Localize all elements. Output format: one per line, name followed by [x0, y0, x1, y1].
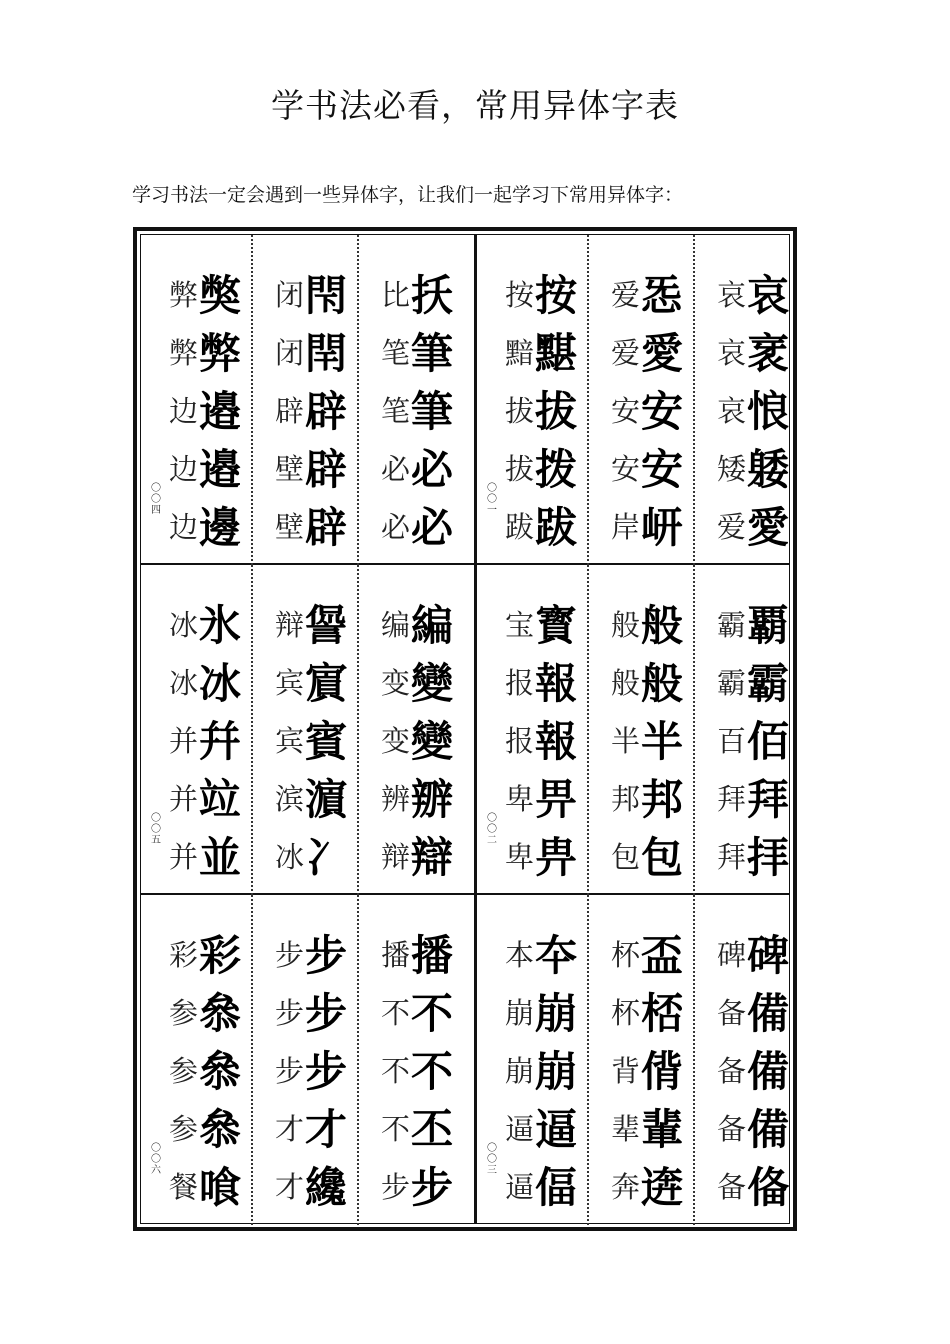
standard-character: 必	[381, 452, 411, 486]
standard-character: 杯	[611, 996, 641, 1030]
character-pair	[583, 1097, 688, 1155]
standard-character: 播	[381, 938, 411, 972]
standard-character: 步	[275, 996, 305, 1030]
character-pair	[247, 379, 352, 437]
character-pair	[247, 767, 352, 825]
variant-character: 獘	[199, 271, 242, 320]
standard-character: 包	[611, 840, 641, 874]
standard-character: 岸	[611, 510, 641, 544]
standard-character: 参	[169, 1054, 199, 1088]
character-pair	[141, 495, 246, 553]
variant-character: 寳	[535, 601, 578, 650]
standard-character: 奔	[611, 1170, 641, 1204]
variant-character: 備	[747, 1047, 790, 1096]
variant-character: 躷	[747, 445, 790, 494]
character-pair	[583, 923, 688, 981]
character-pair	[477, 1039, 582, 1097]
variant-character: 畀	[535, 775, 578, 824]
variant-character: 衺	[747, 329, 790, 378]
variant-character: 愛	[641, 329, 684, 378]
table-block	[477, 895, 807, 1225]
variant-character: 邊	[199, 503, 242, 552]
character-pair	[247, 825, 352, 883]
variant-character: 彩	[199, 931, 242, 980]
standard-character: 边	[169, 452, 199, 486]
variant-character: 步	[305, 1047, 348, 1096]
page-number: 〇〇二	[487, 813, 497, 846]
character-pair	[141, 651, 246, 709]
variant-character: 扷	[411, 271, 454, 320]
standard-character: 邦	[611, 782, 641, 816]
character-pair	[353, 981, 458, 1039]
standard-character: 不	[381, 996, 411, 1030]
variant-character: 安	[641, 445, 684, 494]
variant-character: 變	[411, 659, 454, 708]
character-pair	[141, 263, 246, 321]
standard-character: 宾	[275, 724, 305, 758]
variant-character: 拝	[747, 833, 790, 882]
standard-character: 崩	[505, 996, 535, 1030]
standard-character: 霸	[717, 608, 747, 642]
character-pair	[583, 1155, 688, 1213]
character-pair	[353, 263, 458, 321]
character-pair	[477, 1097, 582, 1155]
variant-character: 辟	[305, 445, 348, 494]
standard-character: 安	[611, 394, 641, 428]
page-number: 〇〇四	[151, 483, 161, 516]
variant-character: 碑	[747, 931, 790, 980]
variant-character: 辟	[305, 387, 348, 436]
character-pair	[353, 321, 458, 379]
character-pair	[353, 495, 458, 553]
variant-character: 濵	[305, 775, 348, 824]
character-pair	[583, 379, 688, 437]
standard-character: 才	[275, 1112, 305, 1146]
table-block	[477, 565, 807, 895]
character-pair	[689, 825, 794, 883]
variant-character: 不	[411, 989, 454, 1038]
table-block	[141, 235, 471, 565]
standard-character: 不	[381, 1112, 411, 1146]
variant-character: 報	[535, 659, 578, 708]
character-pair	[353, 1097, 458, 1155]
standard-character: 哀	[717, 278, 747, 312]
character-pair	[689, 709, 794, 767]
standard-character: 百	[717, 724, 747, 758]
variant-character: 備	[747, 989, 790, 1038]
character-pair	[477, 651, 582, 709]
character-pair	[353, 1155, 458, 1213]
standard-character: 般	[611, 666, 641, 700]
variant-character: 備	[747, 1105, 790, 1154]
variant-character: 辟	[305, 503, 348, 552]
standard-character: 辈	[611, 1112, 641, 1146]
character-pair	[353, 767, 458, 825]
standard-character: 参	[169, 1112, 199, 1146]
variant-character: 逩	[641, 1163, 684, 1212]
character-pair	[247, 263, 352, 321]
character-pair	[477, 593, 582, 651]
character-pair	[477, 379, 582, 437]
variant-character: 必	[411, 503, 454, 552]
character-pair	[477, 709, 582, 767]
variant-character: 諐	[305, 601, 348, 650]
character-pair	[247, 593, 352, 651]
character-pair	[689, 495, 794, 553]
standard-character: 宾	[275, 666, 305, 700]
standard-character: 笔	[381, 394, 411, 428]
variant-character: 纔	[305, 1163, 348, 1212]
variant-character: 不	[411, 1047, 454, 1096]
character-pair	[247, 495, 352, 553]
variant-character: 丕	[411, 1105, 454, 1154]
standard-character: 哀	[717, 394, 747, 428]
character-pair	[689, 593, 794, 651]
character-pair	[689, 767, 794, 825]
page-number: 〇〇三	[487, 1143, 497, 1176]
standard-character: 爱	[611, 336, 641, 370]
character-pair	[477, 1155, 582, 1213]
variant-character: 偪	[535, 1163, 578, 1212]
table-block	[141, 565, 471, 895]
variant-character: 佰	[747, 717, 790, 766]
character-pair	[353, 651, 458, 709]
standard-character: 步	[275, 938, 305, 972]
character-pair	[353, 825, 458, 883]
standard-character: 辩	[381, 840, 411, 874]
standard-character: 拜	[717, 782, 747, 816]
variant-character: 拔	[535, 387, 578, 436]
character-pair	[247, 1097, 352, 1155]
character-pair	[689, 263, 794, 321]
standard-character: 本	[505, 938, 535, 972]
variant-character: 幷	[199, 717, 242, 766]
character-pair	[689, 923, 794, 981]
standard-character: 滨	[275, 782, 305, 816]
character-pair	[689, 1097, 794, 1155]
character-pair	[689, 651, 794, 709]
variant-character: 辧	[411, 775, 454, 824]
variant-character: 邦	[641, 775, 684, 824]
character-pair	[353, 923, 458, 981]
standard-character: 卑	[505, 782, 535, 816]
standard-character: 背	[611, 1054, 641, 1088]
variant-character: 並	[199, 833, 242, 882]
character-pair	[477, 825, 582, 883]
variant-character: 筆	[411, 387, 454, 436]
variant-character: 步	[305, 989, 348, 1038]
variant-character: 弊	[199, 329, 242, 378]
standard-character: 冰	[169, 608, 199, 642]
variant-character: 夲	[535, 931, 578, 980]
table-grid	[140, 234, 790, 1224]
standard-character: 冰	[275, 840, 305, 874]
character-pair	[583, 263, 688, 321]
character-pair	[247, 709, 352, 767]
standard-character: 爱	[611, 278, 641, 312]
standard-character: 备	[717, 996, 747, 1030]
variant-character: 賔	[305, 659, 348, 708]
character-pair	[141, 709, 246, 767]
standard-character: 变	[381, 724, 411, 758]
standard-character: 跋	[505, 510, 535, 544]
character-pair	[141, 593, 246, 651]
variant-character: 冫	[305, 833, 348, 882]
variant-character: 悢	[747, 387, 790, 436]
character-pair	[477, 923, 582, 981]
variant-character: 播	[411, 931, 454, 980]
page-number: 〇〇五	[151, 813, 161, 846]
standard-character: 拜	[717, 840, 747, 874]
character-pair	[247, 321, 352, 379]
standard-character: 哀	[717, 336, 747, 370]
standard-character: 才	[275, 1170, 305, 1204]
character-pair	[689, 379, 794, 437]
character-pair	[141, 767, 246, 825]
table-block	[477, 235, 807, 565]
table-block	[141, 895, 471, 1225]
variant-character: 崩	[535, 1047, 578, 1096]
variant-character: 氷	[199, 601, 242, 650]
variant-character: 畁	[535, 833, 578, 882]
variant-character: 輩	[641, 1105, 684, 1154]
character-pair	[141, 1155, 246, 1213]
standard-character: 备	[717, 1170, 747, 1204]
variant-character: 拨	[535, 445, 578, 494]
variant-character: 筆	[411, 329, 454, 378]
standard-character: 步	[275, 1054, 305, 1088]
character-pair	[353, 379, 458, 437]
standard-character: 逼	[505, 1170, 535, 1204]
character-pair	[477, 437, 582, 495]
variant-character: 桮	[641, 989, 684, 1038]
standard-character: 备	[717, 1112, 747, 1146]
character-pair	[353, 1039, 458, 1097]
standard-character: 弊	[169, 336, 199, 370]
variant-character: 偝	[641, 1047, 684, 1096]
standard-character: 闭	[275, 336, 305, 370]
variant-character-table	[133, 227, 797, 1231]
variant-character: 般	[641, 659, 684, 708]
character-pair	[141, 923, 246, 981]
standard-character: 壁	[275, 510, 305, 544]
standard-character: 报	[505, 666, 535, 700]
character-pair	[247, 923, 352, 981]
standard-character: 边	[169, 394, 199, 428]
variant-character: 賓	[305, 717, 348, 766]
variant-character: 安	[641, 387, 684, 436]
standard-character: 宝	[505, 608, 535, 642]
character-pair	[141, 1039, 246, 1097]
standard-character: 笔	[381, 336, 411, 370]
character-pair	[583, 321, 688, 379]
character-pair	[583, 593, 688, 651]
standard-character: 步	[381, 1170, 411, 1204]
variant-character: 愛	[747, 503, 790, 552]
character-pair	[583, 437, 688, 495]
variant-character: 編	[411, 601, 454, 650]
character-pair	[583, 825, 688, 883]
variant-character: 必	[411, 445, 454, 494]
variant-character: 逼	[535, 1105, 578, 1154]
page-number: 〇〇一	[487, 483, 497, 516]
variant-character: 閇	[305, 271, 348, 320]
standard-character: 闭	[275, 278, 305, 312]
standard-character: 彩	[169, 938, 199, 972]
standard-character: 按	[505, 278, 535, 312]
standard-character: 辨	[381, 782, 411, 816]
character-pair	[583, 709, 688, 767]
character-pair	[353, 593, 458, 651]
variant-character: 半	[641, 717, 684, 766]
standard-character: 边	[169, 510, 199, 544]
variant-character: 霸	[747, 659, 790, 708]
character-pair	[141, 981, 246, 1039]
standard-character: 编	[381, 608, 411, 642]
variant-character: 邉	[199, 445, 242, 494]
character-pair	[477, 263, 582, 321]
standard-character: 爱	[717, 510, 747, 544]
character-pair	[247, 1039, 352, 1097]
standard-character: 变	[381, 666, 411, 700]
character-pair	[141, 321, 246, 379]
standard-character: 黯	[505, 336, 535, 370]
character-pair	[583, 651, 688, 709]
character-pair	[477, 321, 582, 379]
standard-character: 冰	[169, 666, 199, 700]
character-pair	[141, 825, 246, 883]
character-pair	[689, 1039, 794, 1097]
variant-character: 冰	[199, 659, 242, 708]
variant-character: 叅	[199, 1047, 242, 1096]
character-pair	[247, 651, 352, 709]
standard-character: 辟	[275, 394, 305, 428]
standard-character: 壁	[275, 452, 305, 486]
character-pair	[247, 437, 352, 495]
variant-character: 竝	[199, 775, 242, 824]
standard-character: 比	[381, 278, 411, 312]
standard-character: 矮	[717, 452, 747, 486]
character-pair	[141, 379, 246, 437]
character-pair	[583, 981, 688, 1039]
page-title: 学书法必看，常用异体字表	[271, 86, 679, 125]
variant-character: 盃	[641, 931, 684, 980]
variant-character: 俻	[747, 1163, 790, 1212]
character-pair	[583, 495, 688, 553]
character-pair	[477, 495, 582, 553]
variant-character: 按	[535, 271, 578, 320]
standard-character: 餐	[169, 1170, 199, 1204]
standard-character: 拔	[505, 452, 535, 486]
variant-character: 包	[641, 833, 684, 882]
standard-character: 逼	[505, 1112, 535, 1146]
character-pair	[583, 1039, 688, 1097]
variant-character: 㤅	[641, 271, 684, 320]
standard-character: 并	[169, 724, 199, 758]
standard-character: 卑	[505, 840, 535, 874]
character-pair	[477, 767, 582, 825]
variant-character: 叅	[199, 1105, 242, 1154]
standard-character: 霸	[717, 666, 747, 700]
variant-character: 步	[411, 1163, 454, 1212]
character-pair	[247, 1155, 352, 1213]
character-pair	[141, 437, 246, 495]
variant-character: 才	[305, 1105, 348, 1154]
character-pair	[247, 981, 352, 1039]
variant-character: 邉	[199, 387, 242, 436]
variant-character: 步	[305, 931, 348, 980]
variant-character: 岍	[641, 503, 684, 552]
standard-character: 崩	[505, 1054, 535, 1088]
variant-character: 變	[411, 717, 454, 766]
standard-character: 弊	[169, 278, 199, 312]
standard-character: 杯	[611, 938, 641, 972]
variant-character: 哀	[747, 271, 790, 320]
standard-character: 报	[505, 724, 535, 758]
standard-character: 备	[717, 1054, 747, 1088]
standard-character: 碑	[717, 938, 747, 972]
variant-character: 辯	[411, 833, 454, 882]
character-pair	[353, 709, 458, 767]
character-pair	[583, 767, 688, 825]
standard-character: 辩	[275, 608, 305, 642]
standard-character: 并	[169, 840, 199, 874]
standard-character: 半	[611, 724, 641, 758]
character-pair	[689, 1155, 794, 1213]
variant-character: 般	[641, 601, 684, 650]
variant-character: 拜	[747, 775, 790, 824]
standard-character: 必	[381, 510, 411, 544]
standard-character: 并	[169, 782, 199, 816]
character-pair	[689, 321, 794, 379]
standard-character: 拔	[505, 394, 535, 428]
variant-character: 黮	[535, 329, 578, 378]
intro-text: 学习书法一定会遇到一些异体字，让我们一起学习下常用异体字：	[132, 184, 684, 206]
variant-character: 叅	[199, 989, 242, 1038]
character-pair	[689, 437, 794, 495]
variant-character: 喰	[199, 1163, 242, 1212]
standard-character: 般	[611, 608, 641, 642]
character-pair	[689, 981, 794, 1039]
variant-character: 崩	[535, 989, 578, 1038]
standard-character: 不	[381, 1054, 411, 1088]
character-pair	[353, 437, 458, 495]
variant-character: 閈	[305, 329, 348, 378]
character-pair	[477, 981, 582, 1039]
standard-character: 参	[169, 996, 199, 1030]
variant-character: 跋	[535, 503, 578, 552]
page-number: 〇〇六	[151, 1143, 161, 1176]
character-pair	[141, 1097, 246, 1155]
variant-character: 報	[535, 717, 578, 766]
standard-character: 安	[611, 452, 641, 486]
variant-character: 覇	[747, 601, 790, 650]
